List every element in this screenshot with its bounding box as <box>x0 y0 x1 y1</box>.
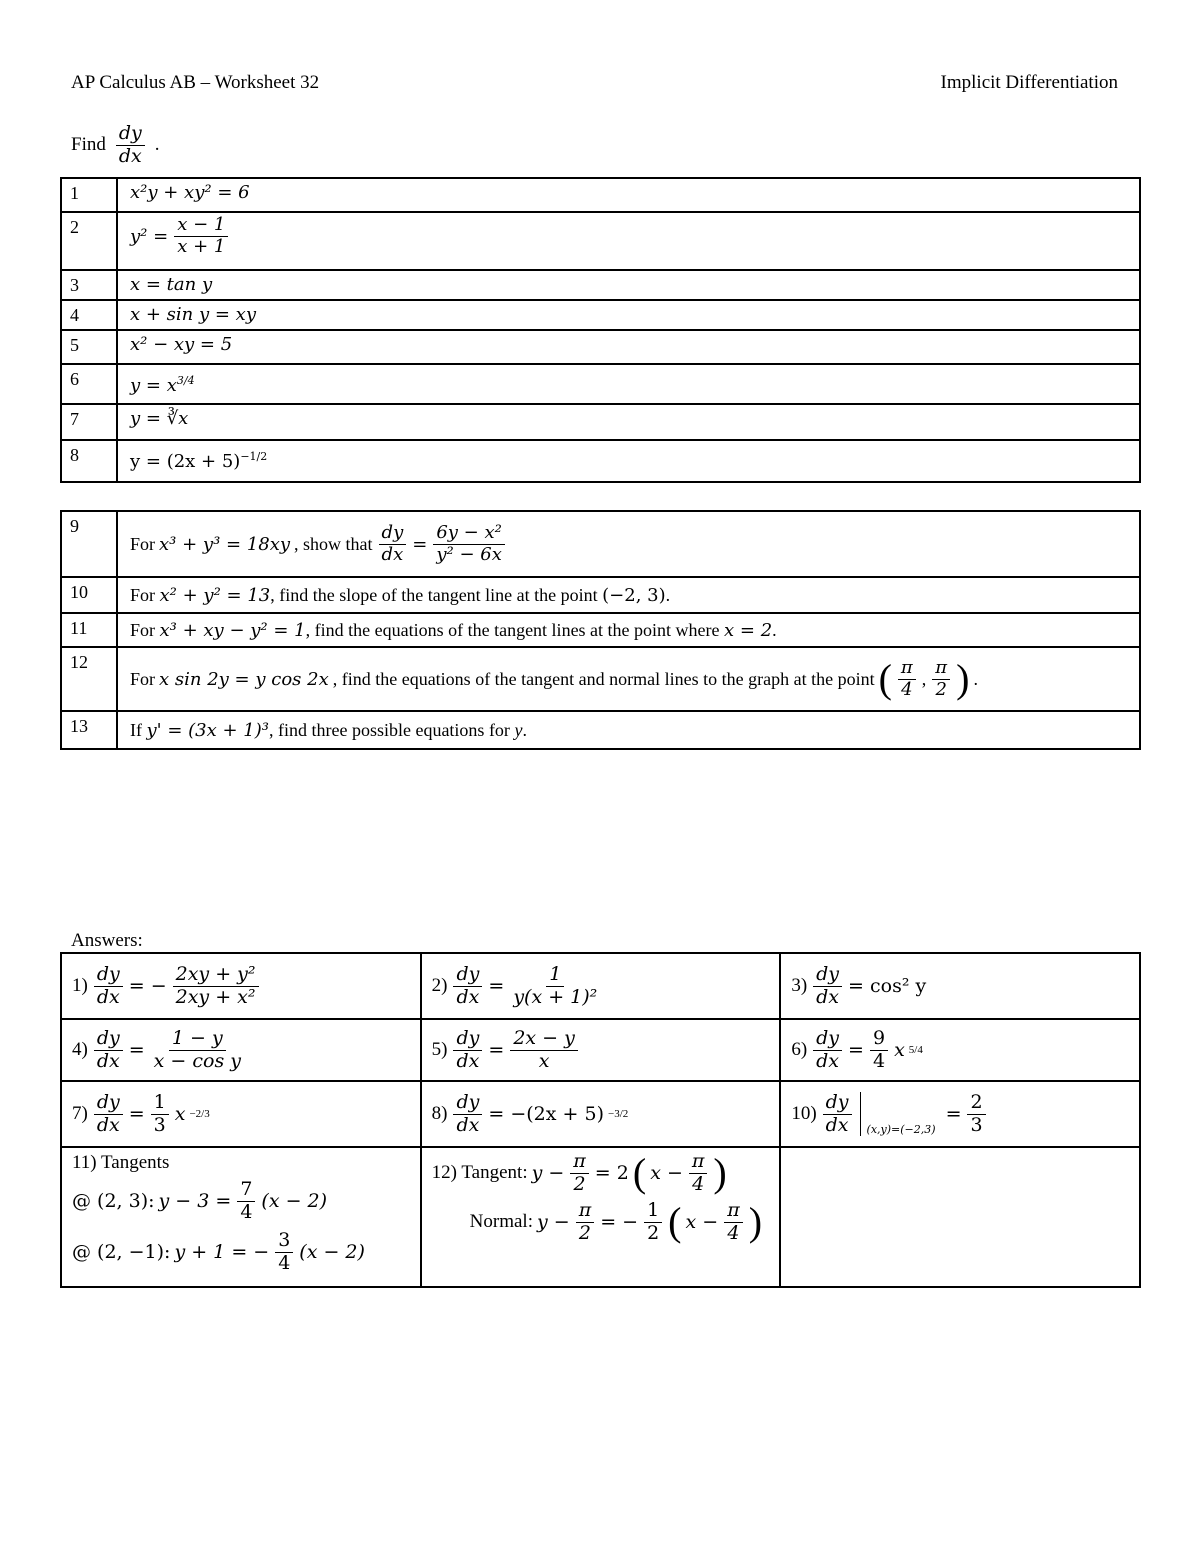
problem-number: 11 <box>61 613 117 647</box>
answer-2 <box>421 953 781 1019</box>
problem-point: x = 2 <box>724 619 773 641</box>
problem-row <box>61 270 1140 300</box>
fraction-denominator: dx <box>825 1113 849 1136</box>
equation-lhs: y − <box>531 1162 565 1185</box>
problem-number: 10 <box>61 577 117 613</box>
problem-number: 3 <box>61 270 117 300</box>
fraction-denominator: 4 <box>727 1221 740 1244</box>
problem-equation: y' = (3x + 1)³ <box>146 719 269 741</box>
fraction-numerator: 2xy + y² <box>173 965 259 987</box>
answer-1 <box>61 953 421 1019</box>
fraction-denominator: x + 1 <box>177 235 226 257</box>
answers-row <box>61 1081 1140 1147</box>
problem-row <box>61 613 1140 647</box>
answer-11 <box>61 1147 421 1287</box>
fraction-numerator: dy <box>94 965 123 987</box>
fraction <box>237 1180 255 1223</box>
left-paren: ( <box>632 1150 647 1196</box>
answer-label: 7) <box>72 1103 88 1124</box>
fraction-denominator: 2 <box>578 1221 591 1244</box>
fraction-numerator: dy <box>453 965 482 987</box>
answer-label: 1) <box>72 975 88 996</box>
answer-rhs: = cos² y <box>848 975 927 997</box>
answer-6: 6) $\frac{dy}{dx}$ = $\frac{9}{4}$ x 5/4 <box>780 1019 1140 1081</box>
fraction <box>967 1090 985 1136</box>
problem-expression <box>117 440 1140 482</box>
instruction-word: Find <box>71 134 106 156</box>
dydx-fraction <box>116 124 145 167</box>
equals-sign: = <box>412 533 428 555</box>
derivative-fraction <box>94 962 123 1008</box>
equals-sign: = <box>128 1039 145 1061</box>
fraction-numerator: π <box>570 1152 589 1174</box>
answer-12 <box>421 1147 781 1287</box>
instruction <box>71 124 160 167</box>
right-paren: ) <box>748 1199 763 1245</box>
left-paren: ( <box>668 1199 682 1245</box>
answer-label: 6) <box>791 1039 808 1060</box>
problem-lead-word: For <box>130 619 156 640</box>
fraction-numerator: dy <box>823 1093 852 1115</box>
fraction-denominator: dx <box>816 1049 840 1072</box>
derivative-fraction <box>453 1090 482 1136</box>
fraction-numerator: dy <box>116 124 145 146</box>
fraction-denominator: 4 <box>278 1251 291 1274</box>
fraction-numerator: 2x − y <box>510 1029 578 1051</box>
fraction <box>898 656 916 700</box>
fraction-denominator: dx <box>96 985 120 1008</box>
answer-8: 8) $\frac{dy}{dx}$ = −(2x + 5) −3/2 <box>421 1081 781 1147</box>
answer-variable: x <box>894 1039 905 1061</box>
fraction-numerator: 2 <box>967 1093 985 1115</box>
fraction-denominator: dx <box>118 144 142 167</box>
problem-row <box>61 364 1140 404</box>
problem-number: 1 <box>61 178 117 212</box>
answer-label: 2) <box>431 975 448 996</box>
fraction <box>870 1026 888 1072</box>
fraction-denominator: dx <box>456 1113 480 1136</box>
fraction-numerator: π <box>724 1201 743 1223</box>
problem-period: . <box>522 719 527 740</box>
fraction-denominator: dx <box>96 1113 120 1136</box>
fraction-denominator: 3 <box>153 1113 166 1136</box>
fraction <box>576 1198 595 1244</box>
problem-number: 7 <box>61 404 117 440</box>
answer-variable: x <box>174 1103 186 1125</box>
fraction-numerator: 6y − x² <box>433 524 505 545</box>
answer-title: 11) Tangents <box>72 1152 170 1173</box>
fraction <box>510 1026 578 1072</box>
fraction-numerator: 1 <box>546 965 564 987</box>
problem-statement: , find the slope of the tangent line at the point <box>270 584 598 605</box>
problem-period: . <box>772 619 777 640</box>
problem-number: 5 <box>61 330 117 364</box>
fraction-numerator: 1 − y <box>169 1029 226 1051</box>
answer-10 <box>780 1081 1140 1147</box>
problem-text: For x sin 2y = y cos 2x , find the equations of the tangent and normal lines to the graph at the point ( $\frac{\pi}{4}$ , $\frac{\pi}{2}$ ) . <box>117 647 1140 711</box>
fraction-numerator: dy <box>453 1029 482 1051</box>
problem-row <box>61 212 1140 270</box>
fraction-denominator: dx <box>816 985 840 1008</box>
answer-label: 5) <box>431 1039 448 1060</box>
equals-sign: = − <box>128 975 167 997</box>
problem-row <box>61 577 1140 613</box>
fraction-numerator: 1 <box>151 1093 169 1115</box>
fraction <box>724 1198 743 1244</box>
fraction-denominator: 2xy + x² <box>175 985 256 1008</box>
tangent-line-2 <box>72 1228 410 1274</box>
equation-lhs: y + 1 = − <box>174 1241 270 1264</box>
evaluation-point: (x,y)=(−2,3) <box>866 1123 936 1136</box>
fraction-numerator: dy <box>453 1093 482 1115</box>
problem-text <box>117 511 1140 577</box>
fraction-numerator: π <box>689 1152 708 1174</box>
problem-expression: y = ∛x <box>117 404 1140 440</box>
equation-var: x − <box>685 1211 719 1234</box>
answers-label: Answers: <box>71 930 143 951</box>
fraction-numerator: dy <box>94 1029 123 1051</box>
problem-row <box>61 178 1140 212</box>
point-label: @ (2, −1): <box>72 1241 171 1264</box>
fraction <box>689 1152 708 1195</box>
fraction <box>510 962 600 1008</box>
fraction-numerator: 7 <box>237 1180 255 1202</box>
fraction-denominator: y(x + 1)² <box>513 985 598 1008</box>
exponent: 3/4 <box>176 374 195 387</box>
fraction-numerator: 3 <box>275 1231 293 1253</box>
fraction-denominator: dx <box>381 543 404 565</box>
evaluation-bar <box>860 1092 861 1136</box>
fraction-denominator: 3 <box>970 1113 983 1136</box>
fraction-denominator: dx <box>456 985 480 1008</box>
problem-text <box>117 577 1140 613</box>
problem-row <box>61 440 1140 482</box>
problem-equation: x³ + xy − y² = 1 <box>159 619 306 641</box>
expression-lhs: y² = <box>130 225 169 247</box>
right-paren: ) <box>956 656 970 701</box>
equals-sign: = <box>488 975 505 997</box>
right-paren: ) <box>713 1150 727 1196</box>
fraction-denominator: x − cos y <box>153 1049 241 1072</box>
problem-variable: y <box>514 719 523 740</box>
problem-statement: , find the equations of the tangent lines at the point where <box>305 619 720 640</box>
problem-statement: , find three possible equations for <box>268 719 510 740</box>
answer-label: Normal: <box>469 1211 533 1233</box>
problem-row <box>61 300 1140 330</box>
problem-number: 4 <box>61 300 117 330</box>
derivative-fraction <box>813 962 842 1008</box>
fraction-numerator: 1 <box>644 1201 662 1223</box>
equation-mid: = − <box>600 1211 639 1234</box>
worksheet-topic: Implicit Differentiation <box>940 72 1118 93</box>
point-label: @ (2, 3): <box>72 1190 155 1213</box>
answer-rhs: = −(2x + 5) <box>488 1103 604 1125</box>
problem-number: 12 <box>61 647 117 711</box>
problem-expression <box>117 212 1140 270</box>
problem-row <box>61 511 1140 577</box>
equation-lhs: y − 3 = <box>158 1190 232 1213</box>
fraction <box>275 1228 293 1274</box>
problem-row <box>61 404 1140 440</box>
fraction-numerator: π <box>576 1201 595 1223</box>
problem-period: . <box>973 668 978 689</box>
expression-base: y = x <box>130 375 177 396</box>
answer-3 <box>780 953 1140 1019</box>
fraction <box>151 1026 244 1072</box>
problem-equation: x³ + y³ = 18xy <box>159 533 291 555</box>
fraction-denominator: x <box>538 1049 550 1072</box>
derivative-fraction <box>94 1090 123 1136</box>
problem-number: 9 <box>61 511 117 577</box>
answer-label: 12) Tangent: <box>431 1162 528 1184</box>
fraction-denominator: 2 <box>647 1221 660 1244</box>
equation-mid: = 2 <box>594 1162 629 1185</box>
equals-sign: = <box>848 1039 864 1061</box>
fraction-numerator: π <box>898 659 916 680</box>
problem-lead-word: If <box>130 719 142 740</box>
fraction-numerator: dy <box>94 1093 123 1115</box>
answers-row <box>61 1147 1140 1287</box>
fraction-numerator: π <box>932 659 950 680</box>
fraction <box>174 216 228 257</box>
problem-lead-word: For <box>130 533 156 554</box>
problem-expression: x²y + xy² = 6 <box>117 178 1140 212</box>
problem-expression: x² − xy = 5 <box>117 330 1140 364</box>
problem-equation: x sin 2y = y cos 2x <box>159 668 329 690</box>
equation-rest: (x − 2) <box>261 1190 328 1213</box>
answer-label: 8) <box>431 1103 448 1124</box>
exponent: −1/2 <box>240 450 268 463</box>
fraction-numerator: dy <box>813 965 842 987</box>
equals-sign: = <box>128 1103 145 1125</box>
problem-expression: x = tan y <box>117 270 1140 300</box>
problem-text <box>117 711 1140 749</box>
problem-lead-word: For <box>130 584 156 605</box>
left-paren: ( <box>878 656 892 701</box>
derivative-fraction <box>813 1026 842 1072</box>
equals-sign: = <box>945 1103 962 1125</box>
worksheet-title: AP Calculus AB – Worksheet 32 <box>71 72 320 93</box>
derivative-fraction <box>823 1090 852 1136</box>
answer-7: 7) $\frac{dy}{dx}$ = $\frac{1}{3}$ x −2/3 <box>61 1081 421 1147</box>
fraction <box>644 1198 662 1244</box>
fraction-denominator: 4 <box>872 1049 886 1072</box>
problems-table-2 <box>60 510 1141 750</box>
fraction-numerator: x − 1 <box>174 216 228 237</box>
answer-label: 10) <box>791 1103 817 1124</box>
fraction-numerator: 9 <box>870 1029 888 1051</box>
answers-row <box>61 953 1140 1019</box>
problem-text <box>117 613 1140 647</box>
fraction <box>379 521 407 565</box>
fraction-denominator: 4 <box>901 678 913 700</box>
tangent-line-1 <box>72 1180 410 1223</box>
answer-empty-cell <box>780 1147 1140 1287</box>
derivative-fraction <box>453 1026 482 1072</box>
fraction-denominator: dx <box>456 1049 480 1072</box>
normal-equation <box>432 1198 770 1245</box>
problem-point: (−2, 3) <box>602 584 666 606</box>
fraction-numerator: dy <box>379 524 407 545</box>
fraction <box>151 1090 169 1136</box>
fraction <box>570 1152 589 1195</box>
instruction-period: . <box>154 134 160 156</box>
problem-number: 8 <box>61 440 117 482</box>
answers-table <box>60 952 1141 1288</box>
equation-lhs: y − <box>536 1211 570 1234</box>
fraction <box>173 962 259 1008</box>
problem-connector: , show that <box>294 533 373 554</box>
problem-statement: , find the equations of the tangent and normal lines to the graph at the point <box>332 668 875 689</box>
problem-row <box>61 711 1140 749</box>
equals-sign: = <box>488 1039 505 1061</box>
answer-label: 4) <box>72 1039 88 1060</box>
problem-expression <box>117 364 1140 404</box>
derivative-fraction <box>94 1026 123 1072</box>
fraction-denominator: 4 <box>692 1172 705 1195</box>
fraction-denominator: 4 <box>240 1200 253 1223</box>
problem-row <box>61 330 1140 364</box>
problems-table-1 <box>60 177 1141 483</box>
answer-label: 3) <box>791 975 808 996</box>
tangent-equation <box>432 1152 770 1195</box>
problem-number: 13 <box>61 711 117 749</box>
answer-4 <box>61 1019 421 1081</box>
fraction-denominator: y² − 6x <box>436 543 502 565</box>
problem-expression: x + sin y = xy <box>117 300 1140 330</box>
fraction-denominator: 2 <box>573 1172 586 1195</box>
problem-lead-word: For <box>130 668 156 689</box>
problem-period: . <box>665 584 671 605</box>
fraction <box>433 521 505 565</box>
problem-row <box>61 647 1140 711</box>
expression-base: y = (2x + 5) <box>130 451 241 472</box>
derivative-fraction <box>453 962 482 1008</box>
fraction-denominator: dx <box>96 1049 120 1072</box>
fraction-denominator: 2 <box>935 678 947 700</box>
equation-rest: (x − 2) <box>299 1241 365 1264</box>
fraction <box>932 656 950 700</box>
problem-number: 2 <box>61 212 117 270</box>
answers-row <box>61 1019 1140 1081</box>
equation-var: x − <box>650 1162 683 1185</box>
problem-number: 6 <box>61 364 117 404</box>
problem-equation: x² + y² = 13 <box>159 584 271 606</box>
fraction-numerator: dy <box>813 1029 842 1051</box>
answer-5 <box>421 1019 781 1081</box>
